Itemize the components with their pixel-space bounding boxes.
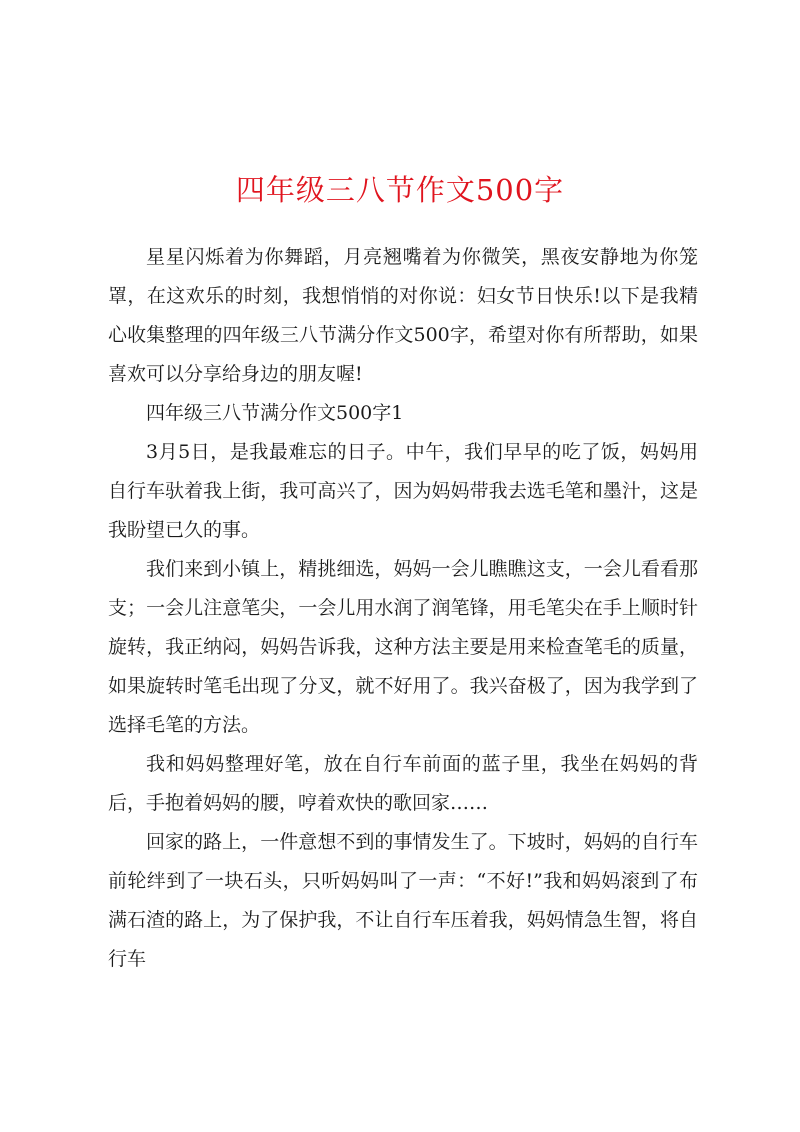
paragraph-accident: 回家的路上，一件意想不到的事情发生了。下坡时，妈妈的自行车前轮绊到了一块石头，只听妈妈叫了一声：“不好!”我和妈妈滚到了布满石渣的路上，为了保护我，不让自行车压着我，妈妈情急生智，将自行车 — [108, 831, 698, 970]
document-title: 四年级三八节作文500字 — [235, 173, 565, 207]
paragraph-going-home: 我和妈妈整理好笔，放在自行车前面的蓝子里，我坐在妈妈的背后，手抱着妈妈的腰，哼着欢快的歌回家…… — [108, 753, 698, 814]
paragraph-intro: 星星闪烁着为你舞蹈，月亮翘嘴着为你微笑，黑夜安静地为你笼罩，在这欢乐的时刻，我想悄悄的对你说：妇女节日快乐!以下是我精心收集整理的四年级三八节满分作文500字，希望对你有所帮助，如果喜欢可以分享给身边的朋友喔! — [108, 246, 698, 385]
paragraph-choosing-brush: 我们来到小镇上，精挑细选，妈妈一会儿瞧瞧这支，一会儿看看那支；一会儿注意笔尖，一会儿用水润了润笔锋，用毛笔尖在手上顺时针旋转，我正纳闷，妈妈告诉我，这种方法主要是用来检查笔毛的质量，如果旋转时笔毛出现了分叉，就不好用了。我兴奋极了，因为我学到了选择毛笔的方法。 — [108, 558, 698, 736]
document-body — [108, 238, 698, 979]
paragraph-subheading: 四年级三八节满分作文500字1 — [146, 402, 404, 424]
paragraph-march-fifth: 3月5日，是我最难忘的日子。中午，我们早早的吃了饭，妈妈用自行车驮着我上街，我可高兴了，因为妈妈带我去选毛笔和墨汁，这是我盼望已久的事。 — [108, 441, 698, 541]
